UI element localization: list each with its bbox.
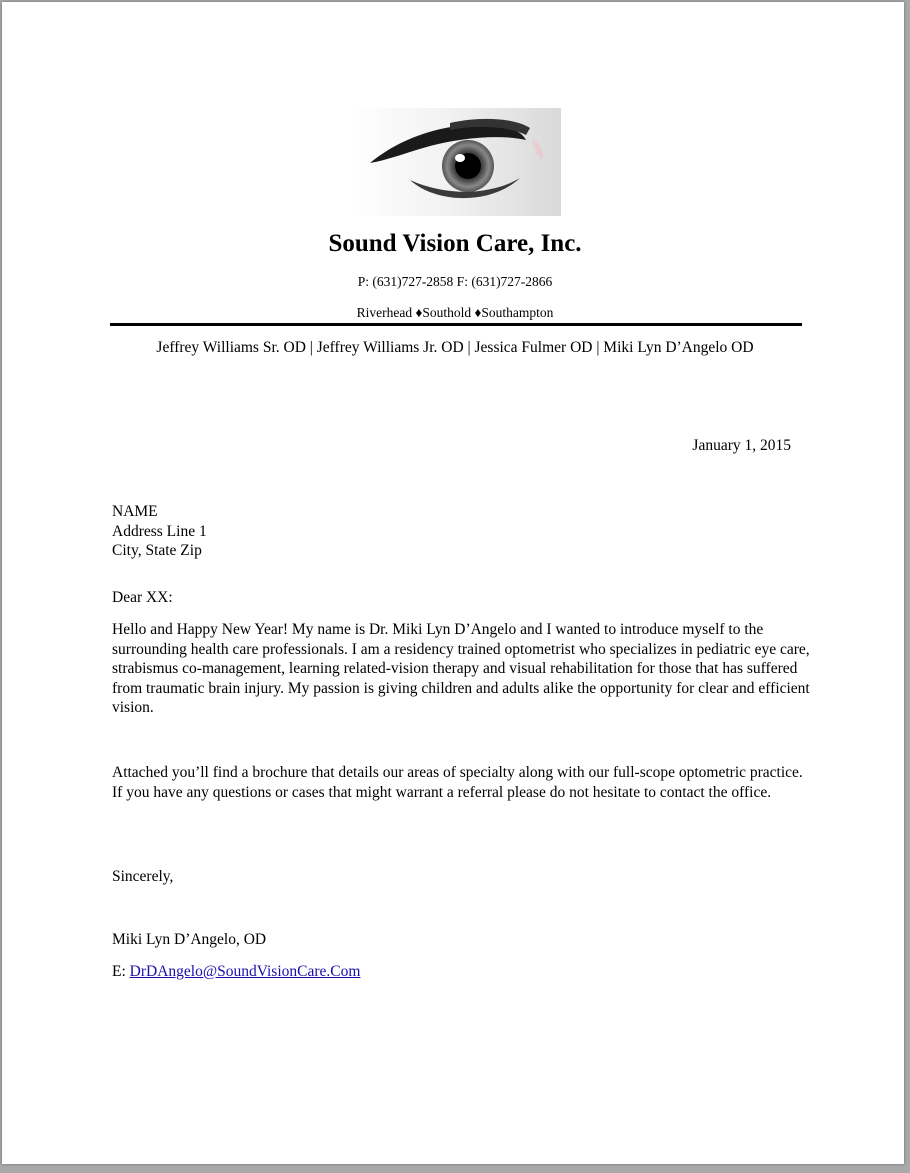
recipient-address — [112, 502, 812, 561]
letter-date: January 1, 2015 — [692, 437, 791, 454]
email-line — [112, 962, 812, 982]
signature-name: Miki Lyn D’Angelo, OD — [112, 931, 267, 948]
letter-page — [2, 2, 904, 1164]
paragraph-brochure: Attached you’ll find a brochure that details our areas of specialty along with our full-scope optometric practice. If you have any questions or cases that might warrant a referral please do not hesitate to contact the office. — [112, 764, 803, 801]
header-divider — [110, 323, 802, 326]
phone-fax: P: (631)727-2858 F: (631)727-2866 — [357, 274, 553, 289]
email-prefix: E: — [112, 963, 130, 980]
doctor-list: Jeffrey Williams Sr. OD | Jeffrey Williams Jr. OD | Jessica Fulmer OD | Miki Lyn D’Angelo OD — [156, 339, 754, 356]
recipient-name: NAME — [112, 503, 158, 520]
paragraph-introduction: Hello and Happy New Year! My name is Dr. Miki Lyn D’Angelo and I wanted to introduce myself to the surrounding health care professionals. I am a residency trained optometrist who specializes in pediatric eye care, strabismus co-management, learning related-vision therapy and visual rehabilitation for those that has suffered from traumatic brain injury. My passion is giving children and adults alike the opportunity for clear and efficient vision. — [112, 621, 810, 716]
recipient-address-line: Address Line 1 — [112, 522, 207, 540]
closing: Sincerely, — [112, 868, 174, 885]
office-locations: Riverhead ♦Southold ♦Southampton — [356, 305, 554, 320]
salutation: Dear XX: — [112, 589, 173, 606]
recipient-city-state-zip: City, State Zip — [112, 542, 202, 559]
email-link[interactable]: DrDAngelo@SoundVisionCare.Com — [129, 963, 361, 980]
eye-logo-icon — [350, 108, 561, 216]
company-name: Sound Vision Care, Inc. — [328, 230, 582, 257]
